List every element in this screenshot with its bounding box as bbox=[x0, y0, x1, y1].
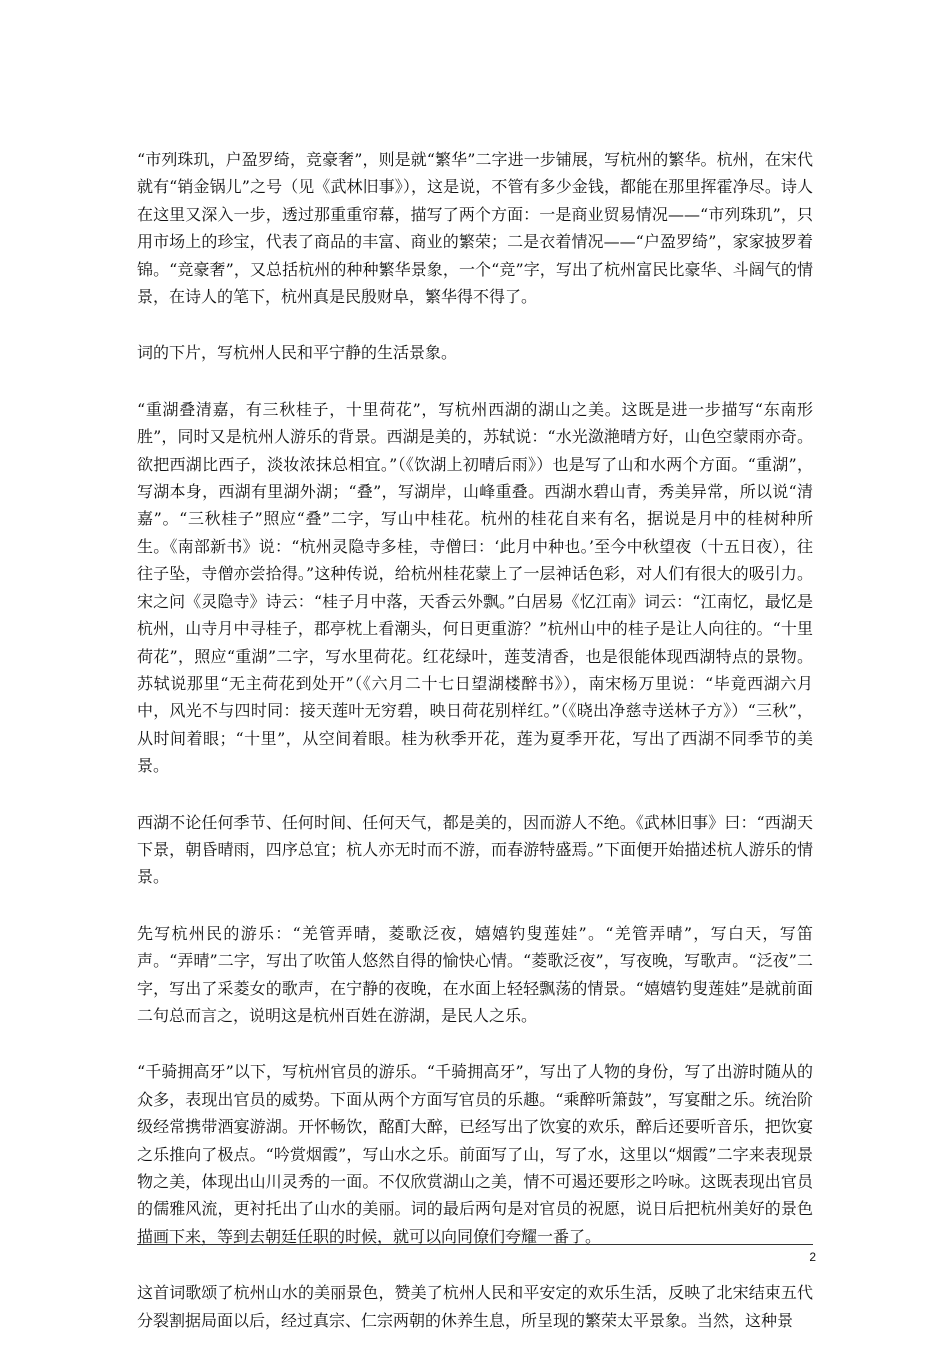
paragraph-7: 这首词歌颂了杭州山水的美丽景色，赞美了杭州人民和平安定的欢乐生活，反映了北宋结束五代分裂割据局面以后，经过真宗、仁宗两朝的休养生息，所呈现的繁荣太平景象。当然，这种景 bbox=[137, 1283, 813, 1330]
paragraph-6: “千骑拥高牙”以下，写杭州官员的游乐。“千骑拥高牙”，写出了人物的身份，写了出游时随从的众多，表现出官员的威势。下面从两个方面写官员的乐趣。“乘醉听箫鼓”，写宴酣之乐。统治阶级经常携带酒宴游湖。开怀畅饮，酩酊大醉，已经写出了饮宴的欢乐，醉后还要听音乐，把饮宴之乐推向了极点。“吟赏烟霞”，写山水之乐。前面写了山，写了水，这里以“烟霞”二字来表现景物之美，体现出山川灵秀的一面。不仅欣赏湖山之美，情不可遏还要形之吟咏。这既表现出官员的儒雅风流，更衬托出了山水的美丽。词的最后两句是对官员的祝愿，说日后把杭州美好的景色描画下来，等到去朝廷任职的时候，就可以向同僚们夸耀一番了。 bbox=[137, 1062, 813, 1246]
paragraph-3: “重湖叠清嘉，有三秋桂子，十里荷花”，写杭州西湖的湖山之美。这既是进一步描写“东南形胜”，同时又是杭州人游乐的背景。西湖是美的，苏轼说：“水光潋滟晴方好，山色空蒙雨亦奇。欲把西湖比西子，淡妆浓抹总相宜。”（《饮湖上初晴后雨》）也是写了山和水两个方面。“重湖”，写湖本身，西湖有里湖外湖；“叠”，写湖岸，山峰重叠。西湖水碧山青，秀美异常，所以说“清嘉”。“三秋桂子”照应“叠”二字，写山中桂花。杭州的桂花自来有名，据说是月中的桂树种所生。《南部新书》说：“杭州灵隐寺多桂，寺僧曰：‘此月中种也。’至今中秋望夜（十五日夜），往往子坠，寺僧亦尝拾得。”这种传说，给杭州桂花蒙上了一层神话色彩，对人们有很大的吸引力。宋之问《灵隐寺》诗云：“桂子月中落，天香云外飘。”白居易《忆江南》词云：“江南忆，最忆是杭州，山寺月中寻桂子，郡亭枕上看潮头，何日更重游？”杭州山中的桂子是让人向往的。“十里荷花”，照应“重湖”二字，写水里荷花。红花绿叶，莲芰清香，也是很能体现西湖特点的景物。苏轼说那里“无主荷花到处开”（《六月二十七日望湖楼醉书》），南宋杨万里说：“毕竟西湖六月中，风光不与四时同：接天莲叶无穷碧，映日荷花别样红。”（《晓出净慈寺送林子方》）“三秋”，从时间着眼；“十里”，从空间着眼。桂为秋季开花，莲为夏季开花，写出了西湖不同季节的美景。 bbox=[137, 399, 813, 776]
body-text bbox=[137, 146, 813, 1363]
paragraph-1: “市列珠玑，户盈罗绮，竞豪奢”，则是就“繁华”二字进一步铺展，写杭州的繁华。杭州，在宋代就有“销金锅儿”之号（见《武林旧事》），这是说，不管有多少金钱，都能在那里挥霍净尽。诗人在这里又深入一步，透过那重重帘幕，描写了两个方面：一是商业贸易情况——“市列珠玑”，只用市场上的珍宝，代表了商品的丰富、商业的繁荣；二是衣着情况——“户盈罗绮”，家家披罗着锦。“竞豪奢”，又总括杭州的种种繁华景象，一个“竞”字，写出了杭州富民比豪华、斗阔气的情景，在诗人的笔下，杭州真是民殷财阜，繁华得不得了。 bbox=[137, 150, 813, 307]
paragraph-4: 西湖不论任何季节、任何时间、任何天气，都是美的，因而游人不绝。《武林旧事》曰：“西湖天下景，朝昏晴雨，四序总宜；杭人亦无时而不游，而春游特盛焉。”下面便开始描述杭人游乐的情景。 bbox=[137, 812, 813, 887]
page-number: 2 bbox=[809, 1250, 816, 1264]
paragraph-5: 先写杭州民的游乐：“羌管弄晴，菱歌泛夜，嬉嬉钓叟莲娃”。“羌管弄晴”，写白天，写笛声。“弄晴”二字，写出了吹笛人悠然自得的愉快心情。“菱歌泛夜”，写夜晚，写歌声。“泛夜”二字，写出了采菱女的歌声，在宁静的夜晚，在水面上轻轻飘荡的情景。“嬉嬉钓叟莲娃”是就前面二句总而言之，说明这是杭州百姓在游湖，是民人之乐。 bbox=[137, 923, 813, 1025]
paragraph-2: 词的下片，写杭州人民和平宁静的生活景象。 bbox=[137, 343, 458, 363]
footer-divider bbox=[137, 1244, 813, 1245]
